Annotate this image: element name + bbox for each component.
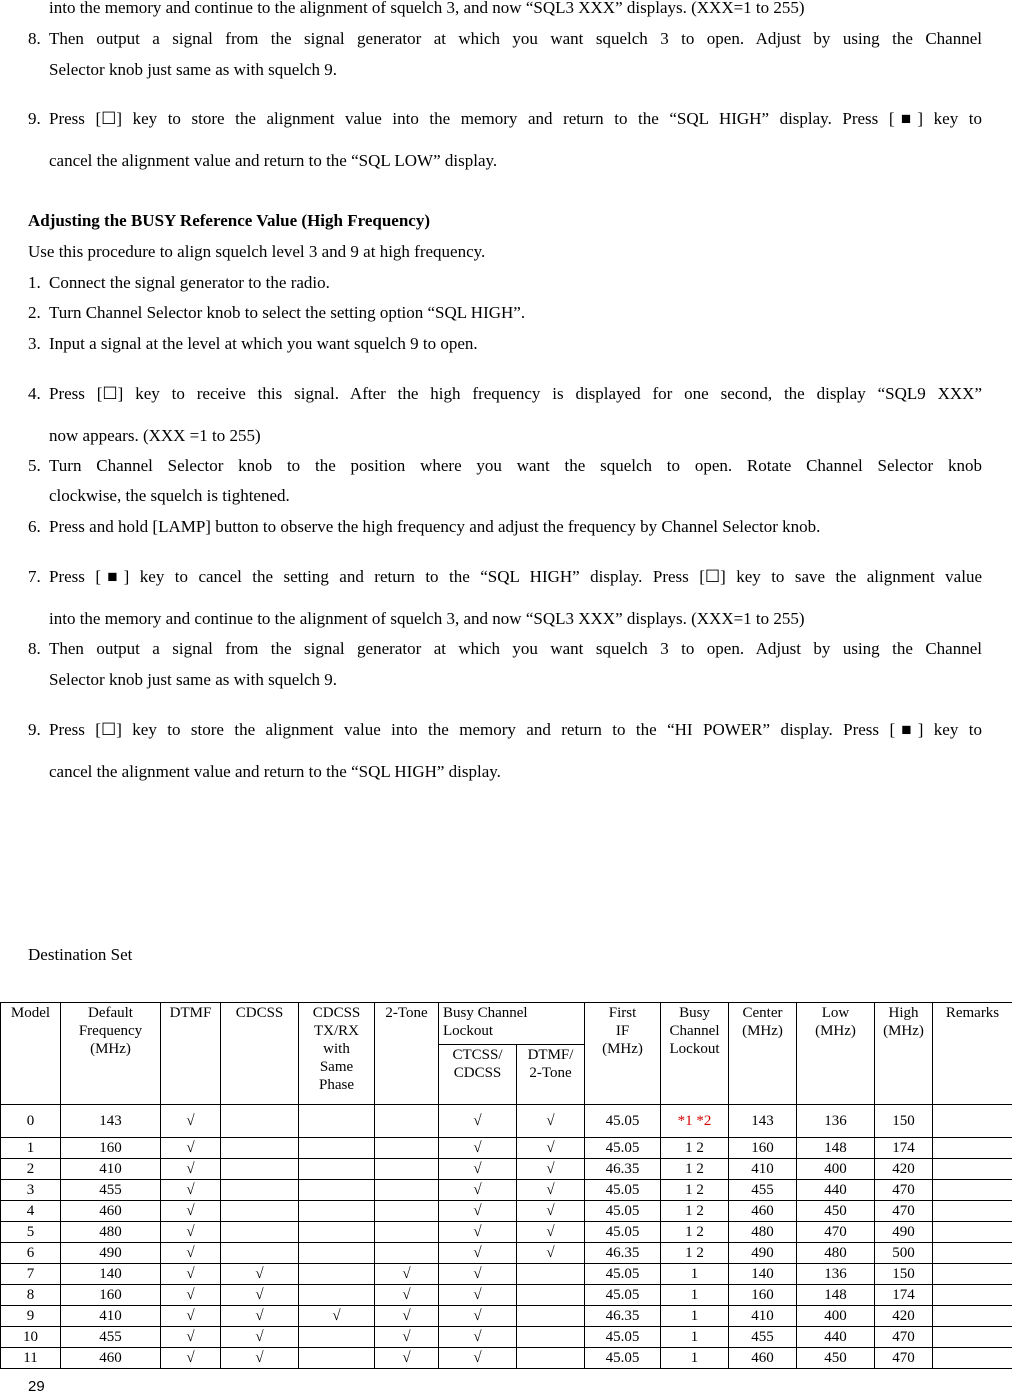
destination-title: Destination Set bbox=[28, 945, 133, 964]
table-cell: √ bbox=[439, 1327, 517, 1348]
header-line: (MHz) bbox=[742, 1023, 783, 1039]
table-cell: √ bbox=[161, 1222, 221, 1243]
table-cell: √ bbox=[439, 1105, 517, 1138]
table-cell: 3 bbox=[1, 1180, 61, 1201]
header-line: Default bbox=[88, 1005, 133, 1021]
section-heading: Adjusting the BUSY Reference Value (High Frequency) bbox=[28, 211, 431, 230]
table-cell bbox=[299, 1327, 375, 1348]
table-cell: √ bbox=[517, 1243, 585, 1264]
table-cell: 150 bbox=[875, 1264, 933, 1285]
table-cell: 450 bbox=[797, 1201, 875, 1222]
table-cell: √ bbox=[439, 1285, 517, 1306]
header-first-if bbox=[585, 1003, 661, 1105]
table-cell: √ bbox=[439, 1201, 517, 1222]
table-cell: 455 bbox=[61, 1180, 161, 1201]
table-cell: √ bbox=[517, 1180, 585, 1201]
header-line: CDCSS bbox=[312, 1005, 361, 1021]
table-cell: 480 bbox=[797, 1243, 875, 1264]
table-cell: 460 bbox=[729, 1201, 797, 1222]
table-cell bbox=[933, 1285, 1012, 1306]
table-cell: 136 bbox=[797, 1105, 875, 1138]
continued-step-9 bbox=[28, 109, 982, 171]
table-cell bbox=[299, 1222, 375, 1243]
table-cell: 4 bbox=[1, 1201, 61, 1222]
table-cell: √ bbox=[375, 1348, 439, 1369]
table-cell: 7 bbox=[1, 1264, 61, 1285]
table-cell: √ bbox=[221, 1264, 299, 1285]
page-number: 29 bbox=[28, 1378, 45, 1395]
table-cell: 148 bbox=[797, 1285, 875, 1306]
header-default-frequency bbox=[61, 1003, 161, 1105]
table-cell bbox=[221, 1201, 299, 1222]
step-text: Press and hold [LAMP] button to observe the high frequency and adjust the frequency by Channel Selector knob. bbox=[49, 517, 821, 536]
table-cell: 0 bbox=[1, 1105, 61, 1138]
table-cell: √ bbox=[439, 1264, 517, 1285]
table-cell: 45.05 bbox=[585, 1180, 661, 1201]
header-line: (MHz) bbox=[602, 1041, 643, 1057]
table-row bbox=[1, 1348, 1012, 1369]
table-cell: 136 bbox=[797, 1264, 875, 1285]
table-cell: 45.05 bbox=[585, 1201, 661, 1222]
step-number: 8. bbox=[28, 29, 41, 48]
table-cell: 45.05 bbox=[585, 1138, 661, 1159]
table-cell: 160 bbox=[61, 1138, 161, 1159]
header-line: Low bbox=[821, 1005, 850, 1021]
table-cell: 410 bbox=[61, 1159, 161, 1180]
header-remarks: Remarks bbox=[933, 1003, 1012, 1105]
header-line: Phase bbox=[319, 1077, 354, 1093]
table-cell bbox=[375, 1159, 439, 1180]
table-cell bbox=[375, 1105, 439, 1138]
table-cell: 490 bbox=[729, 1243, 797, 1264]
table-cell: √ bbox=[161, 1243, 221, 1264]
table-cell: √ bbox=[161, 1159, 221, 1180]
step-text: Connect the signal generator to the radio. bbox=[49, 273, 330, 292]
table-row bbox=[1, 1264, 1012, 1285]
table-row bbox=[1, 1105, 1012, 1138]
table-cell bbox=[517, 1327, 585, 1348]
table-cell bbox=[933, 1348, 1012, 1369]
table-cell: 46.35 bbox=[585, 1306, 661, 1327]
step-7 bbox=[28, 567, 982, 629]
header-line: Busy Channel bbox=[443, 1005, 528, 1021]
header-low bbox=[797, 1003, 875, 1105]
step-text-line2: Selector knob just same as with squelch 9. bbox=[49, 670, 338, 689]
step-text-line1: Then output a signal from the signal generator at which you want squelch 3 to open. Adjust by using the Channel bbox=[49, 29, 982, 48]
table-cell: 450 bbox=[797, 1348, 875, 1369]
table-cell: 5 bbox=[1, 1222, 61, 1243]
table-cell bbox=[933, 1327, 1012, 1348]
table-cell: √ bbox=[439, 1348, 517, 1369]
table-cell: 440 bbox=[797, 1327, 875, 1348]
header-busy-channel-lockout-group bbox=[439, 1003, 585, 1045]
table-cell bbox=[933, 1180, 1012, 1201]
step-number: 2. bbox=[28, 303, 41, 322]
table-cell: 45.05 bbox=[585, 1264, 661, 1285]
table-cell: 1 bbox=[1, 1138, 61, 1159]
step-8 bbox=[28, 639, 982, 690]
step-number: 9. bbox=[28, 109, 41, 128]
table-cell: 160 bbox=[729, 1138, 797, 1159]
table-cell: 470 bbox=[875, 1201, 933, 1222]
table-cell: 1 2 bbox=[661, 1180, 729, 1201]
table-cell: √ bbox=[161, 1327, 221, 1348]
table-cell bbox=[517, 1306, 585, 1327]
step-text-line2: cancel the alignment value and return to the “SQL LOW” display. bbox=[49, 151, 498, 170]
table-cell bbox=[299, 1105, 375, 1138]
table-cell: 470 bbox=[875, 1327, 933, 1348]
table-cell: 160 bbox=[61, 1285, 161, 1306]
table-cell: 46.35 bbox=[585, 1243, 661, 1264]
table-cell: 1 bbox=[661, 1264, 729, 1285]
table-cell bbox=[933, 1222, 1012, 1243]
table-cell: 470 bbox=[875, 1180, 933, 1201]
header-line: Lockout bbox=[443, 1023, 493, 1039]
header-dtmf: DTMF bbox=[161, 1003, 221, 1105]
header-line: 2-Tone bbox=[529, 1065, 572, 1081]
table-cell: 410 bbox=[729, 1159, 797, 1180]
table-cell: 460 bbox=[729, 1348, 797, 1369]
table-cell: 143 bbox=[729, 1105, 797, 1138]
header-line: Busy bbox=[679, 1005, 710, 1021]
header-line: CDCSS bbox=[453, 1065, 502, 1081]
table-cell: √ bbox=[161, 1306, 221, 1327]
table-cell: 11 bbox=[1, 1348, 61, 1369]
header-line: Frequency bbox=[78, 1023, 143, 1039]
table-cell: 460 bbox=[61, 1201, 161, 1222]
table-cell: 500 bbox=[875, 1243, 933, 1264]
table-cell bbox=[375, 1222, 439, 1243]
table-row bbox=[1, 1201, 1012, 1222]
header-model: Model bbox=[1, 1003, 61, 1105]
header-line: (MHz) bbox=[815, 1023, 856, 1039]
table-cell: 8 bbox=[1, 1285, 61, 1306]
table-cell: 1 2 bbox=[661, 1222, 729, 1243]
table-cell bbox=[933, 1243, 1012, 1264]
table-cell: 455 bbox=[729, 1180, 797, 1201]
table-cell bbox=[299, 1264, 375, 1285]
table-cell bbox=[299, 1201, 375, 1222]
step-text-line1: Press [☐] key to store the alignment value into the memory and return to the “HI POWER” display. Press [■] key to bbox=[49, 720, 982, 739]
step-text: into the memory and continue to the alignment of squelch 3, and now “SQL3 XXX” displays. (XXX=1 to 255) bbox=[49, 0, 805, 17]
header-dtmf-2tone bbox=[517, 1045, 585, 1105]
step-text-line2: cancel the alignment value and return to the “SQL HIGH” display. bbox=[49, 762, 501, 781]
table-cell: 480 bbox=[729, 1222, 797, 1243]
header-line: with bbox=[323, 1041, 350, 1057]
table-cell: √ bbox=[161, 1285, 221, 1306]
step-text-line1: Then output a signal from the signal generator at which you want squelch 3 to open. Adjust by using the Channel bbox=[49, 639, 982, 658]
table-cell: 455 bbox=[61, 1327, 161, 1348]
table-row bbox=[1, 1222, 1012, 1243]
header-line: Channel bbox=[669, 1023, 720, 1039]
header-line: TX/RX bbox=[314, 1023, 359, 1039]
table-cell: 420 bbox=[875, 1306, 933, 1327]
header-line: Same bbox=[319, 1059, 354, 1075]
table-cell bbox=[221, 1159, 299, 1180]
table-cell: 2 bbox=[1, 1159, 61, 1180]
step-number: 7. bbox=[28, 567, 41, 586]
table-cell bbox=[221, 1180, 299, 1201]
table-cell: 174 bbox=[875, 1138, 933, 1159]
table-cell: 45.05 bbox=[585, 1105, 661, 1138]
step-number: 4. bbox=[28, 384, 41, 403]
table-row bbox=[1, 1285, 1012, 1306]
table-cell: 460 bbox=[61, 1348, 161, 1369]
table-cell bbox=[299, 1285, 375, 1306]
table-cell: 1 2 bbox=[661, 1159, 729, 1180]
table-cell: 140 bbox=[729, 1264, 797, 1285]
header-center bbox=[729, 1003, 797, 1105]
table-cell: 160 bbox=[729, 1285, 797, 1306]
table-cell: 410 bbox=[729, 1306, 797, 1327]
step-number: 1. bbox=[28, 273, 41, 292]
table-row bbox=[1, 1180, 1012, 1201]
table-cell: √ bbox=[439, 1138, 517, 1159]
header-2-tone: 2-Tone bbox=[375, 1003, 439, 1105]
header-line: Center bbox=[742, 1005, 783, 1021]
table-cell: 1 bbox=[661, 1327, 729, 1348]
table-cell: √ bbox=[221, 1327, 299, 1348]
header-line: CTCSS/ bbox=[452, 1047, 503, 1063]
table-cell bbox=[221, 1105, 299, 1138]
header-ctcss-cdcss bbox=[439, 1045, 517, 1105]
table-cell: 1 bbox=[661, 1348, 729, 1369]
table-cell: √ bbox=[161, 1348, 221, 1369]
header-line: First bbox=[608, 1005, 637, 1021]
table-cell bbox=[933, 1264, 1012, 1285]
step-number: 9. bbox=[28, 720, 41, 739]
table-cell bbox=[517, 1348, 585, 1369]
table-cell: √ bbox=[221, 1306, 299, 1327]
table-cell bbox=[933, 1159, 1012, 1180]
step-text-line2: into the memory and continue to the alignment of squelch 3, and now “SQL3 XXX” displays. (XXX=1 to 255) bbox=[49, 609, 805, 628]
table-cell bbox=[221, 1222, 299, 1243]
table-cell: 10 bbox=[1, 1327, 61, 1348]
header-busy-channel-lockout bbox=[661, 1003, 729, 1105]
table-cell: √ bbox=[375, 1285, 439, 1306]
table-cell: √ bbox=[375, 1327, 439, 1348]
header-line: Lockout bbox=[669, 1041, 720, 1057]
table-cell bbox=[933, 1201, 1012, 1222]
continued-step-8 bbox=[28, 29, 982, 80]
table-cell: √ bbox=[161, 1201, 221, 1222]
table-cell: 46.35 bbox=[585, 1159, 661, 1180]
table-cell: √ bbox=[161, 1138, 221, 1159]
step-number: 3. bbox=[28, 334, 41, 353]
header-cdcss-txrx bbox=[299, 1003, 375, 1105]
table-cell bbox=[221, 1243, 299, 1264]
step-number: 5. bbox=[28, 456, 41, 475]
step-text-line2: now appears. (XXX =1 to 255) bbox=[49, 426, 261, 445]
table-cell: √ bbox=[161, 1180, 221, 1201]
section-intro: Use this procedure to align squelch level 3 and 9 at high frequency. bbox=[28, 242, 486, 261]
header-high bbox=[875, 1003, 933, 1105]
step-text-line2: Selector knob just same as with squelch 9. bbox=[49, 60, 338, 79]
step-text-line1: Press [☐] key to receive this signal. After the high frequency is displayed for one second, the display “SQL9 XXX” bbox=[49, 384, 982, 403]
header-line: High bbox=[888, 1005, 919, 1021]
table-cell: √ bbox=[375, 1306, 439, 1327]
table-cell: 45.05 bbox=[585, 1222, 661, 1243]
step-5 bbox=[28, 456, 982, 506]
table-cell: 420 bbox=[875, 1159, 933, 1180]
header-line: DTMF/ bbox=[527, 1047, 574, 1063]
table-cell: 470 bbox=[875, 1348, 933, 1369]
table-cell: √ bbox=[439, 1243, 517, 1264]
table-cell: √ bbox=[439, 1159, 517, 1180]
step-2 bbox=[28, 303, 982, 323]
table-cell: 9 bbox=[1, 1306, 61, 1327]
table-cell: 1 2 bbox=[661, 1243, 729, 1264]
step-text-line1: Turn Channel Selector knob to the position where you want the squelch to open. Rotate Channel Selector knob bbox=[49, 456, 982, 475]
header-line: (MHz) bbox=[90, 1041, 131, 1057]
table-cell: 1 2 bbox=[661, 1201, 729, 1222]
table-cell bbox=[933, 1138, 1012, 1159]
table-cell: √ bbox=[375, 1264, 439, 1285]
table-cell bbox=[221, 1138, 299, 1159]
table-cell: *1 *2 bbox=[661, 1105, 729, 1138]
table-cell: √ bbox=[439, 1306, 517, 1327]
table-cell: 400 bbox=[797, 1306, 875, 1327]
table-cell: √ bbox=[161, 1264, 221, 1285]
step-9 bbox=[28, 720, 982, 782]
table-cell: √ bbox=[439, 1180, 517, 1201]
table-cell: 400 bbox=[797, 1159, 875, 1180]
table-cell: 150 bbox=[875, 1105, 933, 1138]
step-number: 6. bbox=[28, 517, 41, 536]
table-cell: 6 bbox=[1, 1243, 61, 1264]
step-4 bbox=[28, 384, 982, 446]
table-cell: 480 bbox=[61, 1222, 161, 1243]
table-cell: 148 bbox=[797, 1138, 875, 1159]
table-cell: 1 2 bbox=[661, 1138, 729, 1159]
table-cell bbox=[299, 1138, 375, 1159]
step-3 bbox=[28, 334, 982, 354]
table-cell: 440 bbox=[797, 1180, 875, 1201]
table-cell: √ bbox=[517, 1138, 585, 1159]
table-cell bbox=[299, 1348, 375, 1369]
step-text-line1: Press [■] key to cancel the setting and return to the “SQL HIGH” display. Press [☐] key to save the alignment value bbox=[49, 567, 982, 586]
table-cell: √ bbox=[517, 1201, 585, 1222]
table-cell: 45.05 bbox=[585, 1348, 661, 1369]
table-cell: 490 bbox=[875, 1222, 933, 1243]
table-cell: √ bbox=[299, 1306, 375, 1327]
table-cell bbox=[517, 1285, 585, 1306]
continued-step bbox=[28, 0, 982, 18]
table-cell bbox=[933, 1105, 1012, 1138]
table-cell: √ bbox=[517, 1105, 585, 1138]
table-cell: 490 bbox=[61, 1243, 161, 1264]
table-row bbox=[1, 1306, 1012, 1327]
table-cell: 174 bbox=[875, 1285, 933, 1306]
table-cell: √ bbox=[221, 1285, 299, 1306]
table-cell bbox=[933, 1306, 1012, 1327]
table-cell: 1 bbox=[661, 1306, 729, 1327]
table-cell: 1 bbox=[661, 1285, 729, 1306]
step-number: 8. bbox=[28, 639, 41, 658]
header-line: (MHz) bbox=[883, 1023, 924, 1039]
table-cell: 410 bbox=[61, 1306, 161, 1327]
table-cell: √ bbox=[161, 1105, 221, 1138]
header-line: IF bbox=[615, 1023, 630, 1039]
table-cell bbox=[299, 1180, 375, 1201]
table-row bbox=[1, 1138, 1012, 1159]
table-cell bbox=[299, 1243, 375, 1264]
step-1 bbox=[28, 273, 982, 293]
table-cell: 140 bbox=[61, 1264, 161, 1285]
header-cdcss: CDCSS bbox=[221, 1003, 299, 1105]
table-cell bbox=[375, 1243, 439, 1264]
step-text-line1: Press [☐] key to store the alignment value into the memory and return to the “SQL HIGH” display. Press [■] key to bbox=[49, 109, 982, 128]
step-text: Turn Channel Selector knob to select the setting option “SQL HIGH”. bbox=[49, 303, 526, 322]
step-6 bbox=[28, 517, 982, 537]
table-cell bbox=[517, 1264, 585, 1285]
table-cell: √ bbox=[221, 1348, 299, 1369]
table-cell: 143 bbox=[61, 1105, 161, 1138]
table-cell bbox=[375, 1138, 439, 1159]
table-row bbox=[1, 1159, 1012, 1180]
step-text: Input a signal at the level at which you want squelch 9 to open. bbox=[49, 334, 478, 353]
table-cell: 45.05 bbox=[585, 1285, 661, 1306]
table-cell: 455 bbox=[729, 1327, 797, 1348]
table-cell: 45.05 bbox=[585, 1327, 661, 1348]
table-cell: √ bbox=[517, 1159, 585, 1180]
table-cell: 470 bbox=[797, 1222, 875, 1243]
step-text-line2: clockwise, the squelch is tightened. bbox=[49, 486, 290, 505]
table-cell bbox=[375, 1180, 439, 1201]
table-row bbox=[1, 1243, 1012, 1264]
table-row bbox=[1, 1327, 1012, 1348]
table-cell bbox=[299, 1159, 375, 1180]
table-cell: √ bbox=[517, 1222, 585, 1243]
table-cell bbox=[375, 1201, 439, 1222]
table-cell: √ bbox=[439, 1222, 517, 1243]
destination-table bbox=[0, 1002, 1012, 1369]
